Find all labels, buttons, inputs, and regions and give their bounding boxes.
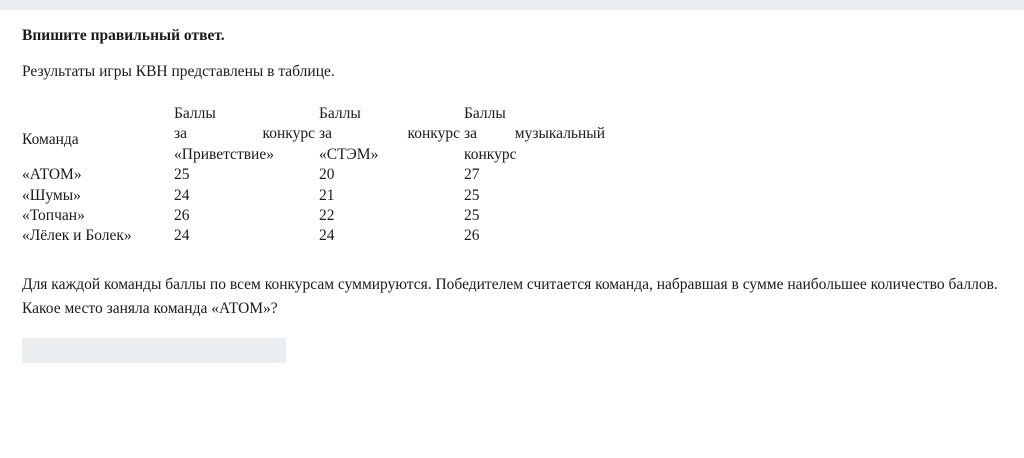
header-cell-stem — [319, 104, 464, 165]
header-stem-line2-right: конкурс — [407, 125, 460, 143]
top-strip — [0, 0, 1024, 10]
cell-score-music: 26 — [464, 227, 480, 245]
cell-score-greeting: 24 — [174, 186, 190, 204]
header-stem-line3: «СТЭМ» — [319, 145, 379, 163]
header-greeting-line2-left: за — [174, 125, 188, 143]
cell-score-stem: 21 — [319, 186, 335, 204]
header-music-line1: Баллы — [464, 104, 506, 122]
header-cell-greeting — [174, 104, 319, 165]
cell-score-greeting: 26 — [174, 207, 190, 225]
header-cell-team — [22, 104, 174, 165]
table-row — [22, 226, 609, 246]
cell-team-name: «АТОМ» — [22, 166, 82, 184]
header-cell-music — [464, 104, 609, 165]
header-stem-line1: Баллы — [319, 104, 361, 122]
document-page — [0, 10, 1024, 363]
cell-score-stem: 22 — [319, 207, 335, 225]
cell-score-music: 27 — [464, 166, 480, 184]
cell-score-stem: 20 — [319, 166, 335, 184]
content-area — [0, 10, 1024, 363]
table-header-row — [22, 104, 609, 165]
table-row — [22, 206, 609, 226]
cell-score-greeting: 24 — [174, 227, 190, 245]
cell-score-music: 25 — [464, 207, 480, 225]
task-title: Впишите правильный ответ. — [22, 27, 225, 44]
header-greeting-line1: Баллы — [174, 104, 216, 122]
answer-input[interactable] — [22, 338, 286, 363]
task-explanation: Для каждой команды баллы по всем конкурсам суммируются. Победителем считается команда, набравшая в сумме наибольшее количество баллов. — [22, 275, 998, 293]
header-music-line2 — [464, 124, 605, 144]
cell-score-stem: 24 — [319, 227, 335, 245]
cell-team-name: «Шумы» — [22, 186, 81, 204]
table-row — [22, 165, 609, 185]
header-greeting-line2 — [174, 124, 315, 144]
header-music-line2-left: за — [464, 125, 478, 143]
header-greeting-line2-right: конкурс — [262, 125, 315, 143]
task-intro: Результаты игры КВН представлены в таблице. — [22, 63, 335, 81]
cell-score-music: 25 — [464, 186, 480, 204]
cell-team-name: «Топчан» — [22, 207, 85, 225]
task-question: Какое место заняла команда «АТОМ»? — [22, 299, 278, 317]
table-row — [22, 186, 609, 206]
header-greeting-line3: «Приветствие» — [174, 145, 274, 163]
cell-team-name: «Лёлек и Болек» — [22, 227, 132, 245]
header-stem-line2 — [319, 124, 460, 144]
results-table — [22, 104, 609, 247]
header-stem-line2-left: за — [319, 125, 333, 143]
header-music-line3: конкурс — [464, 145, 517, 163]
header-team-label: Команда — [22, 130, 79, 148]
header-music-line2-right: музыкальный — [514, 125, 605, 143]
cell-score-greeting: 25 — [174, 166, 190, 184]
